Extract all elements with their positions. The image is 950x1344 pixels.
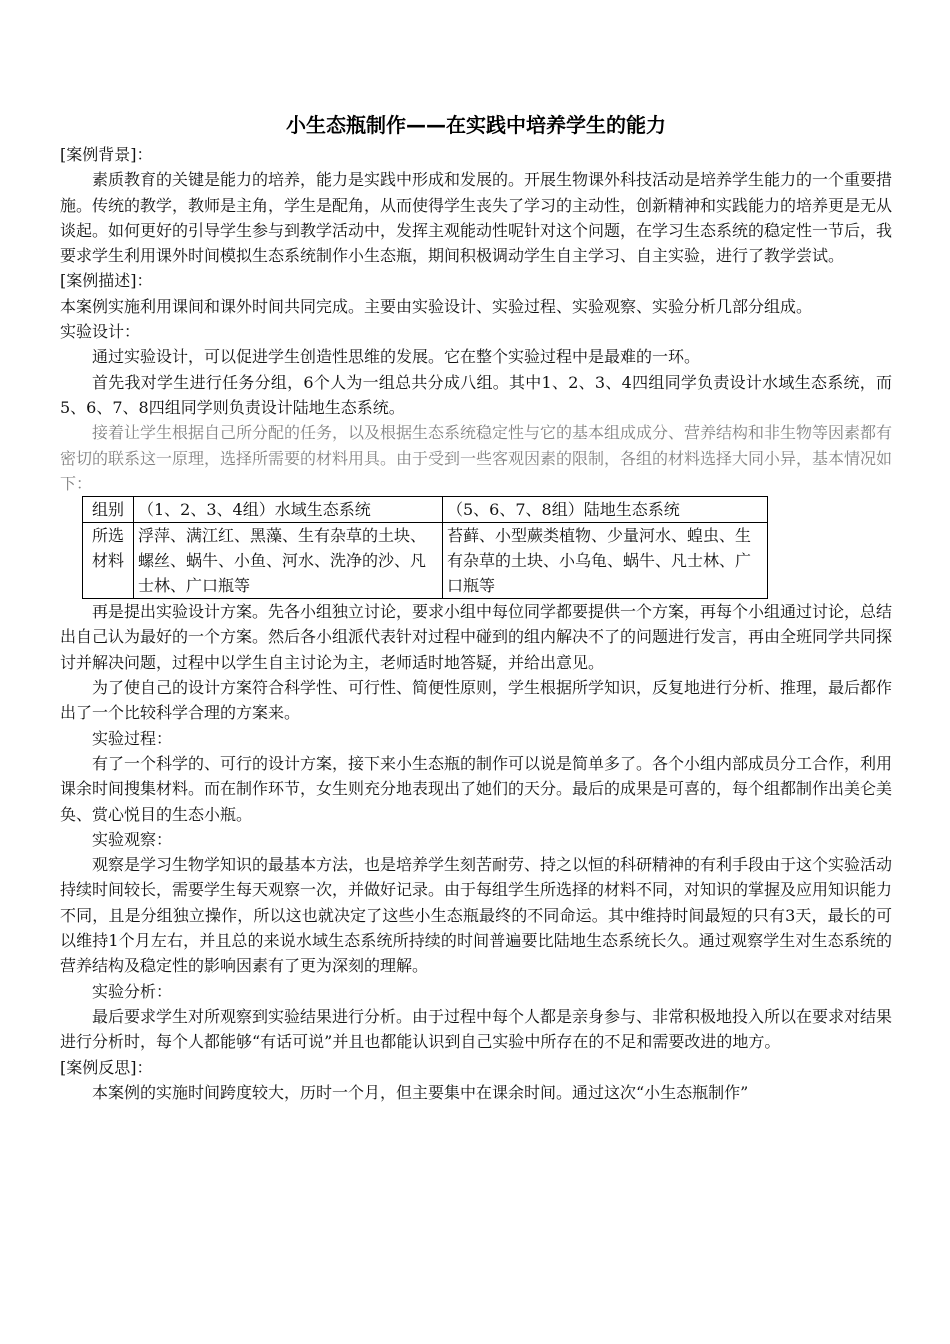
table-header-land: （5、6、7、8组）陆地生态系统: [443, 497, 768, 523]
background-heading: [案例背景]：: [60, 145, 153, 164]
design-paragraph-2: 首先我对学生进行任务分组，6个人为一组总共分成八组。其中1、2、3、4四组同学负责设计水域生态系统，而5、6、7、8四组同学则负责设计陆地生态系统。: [60, 372, 892, 417]
table-row-label: 所选材料: [83, 523, 134, 599]
table-row: [83, 497, 768, 523]
observe-heading: 实验观察：: [92, 829, 173, 849]
background-paragraph: 素质教育的关键是能力的培养，能力是实践中形成和发展的。开展生物课外科技活动是培养学生能力的一个重要措施。传统的教学，教师是主角，学生是配角，从而使得学生丧失了学习的主动性，创新精神和实践能力的培养更是无从谈起。如何更好的引导学生参与到教学活动中，发挥主观能动性呢针对这个问题，在学习生态系统的稳定性一节后，我要求学生利用课外时间模拟生态系统制作小生态瓶，期间积极调动学生自主学习、自主实验，进行了教学尝试。: [60, 170, 893, 266]
document-page: [60, 110, 892, 1105]
observe-paragraph: 观察是学习生物学知识的最基本方法，也是培养学生刻苦耐劳、持之以恒的科研精神的有利手段由于这个实验活动持续时间较长，需要学生每天观察一次，并做好记录。由于每组学生所选择的材料不同，对知识的掌握及应用知识能力不同，且是分组独立操作，所以这也就决定了这些小生态瓶最终的不同命运。其中维持时间最短的只有3天，最长的可以维持1个月左右，并且总的来说水域生态系统所持续的时间普遍要比陆地生态系统长久。通过观察学生对生态系统的营养结构及稳定性的影响因素有了更为深刻的理解。: [60, 855, 893, 976]
table-header-water: （1、2、3、4组）水域生态系统: [134, 497, 443, 523]
design-paragraph-5: 为了使自己的设计方案符合科学性、可行性、简便性原则，学生根据所学知识，反复地进行分析、推理，最后都作出了一个比较科学合理的方案来。: [60, 678, 893, 723]
process-paragraph: 有了一个科学的、可行的设计方案，接下来小生态瓶的制作可以说是简单多了。各个小组内部成员分工合作，利用课余时间搜集材料。而在制作环节，女生则充分地表现出了她们的天分。最后的成果是可喜的，每个组都制作出美仑美奂、赏心悦目的生态小瓶。: [60, 753, 893, 824]
analysis-paragraph: 最后要求学生对所观察到实验结果进行分析。由于过程中每个人都是亲身参与、非常积极地投入所以在要求对结果进行分析时，每个人都能够“有话可说”并且也都能认识到自己实验中所存在的不足和需要改进的地方。: [60, 1006, 893, 1052]
table-header-group: 组别: [83, 497, 134, 523]
table-cell-water-materials: 浮萍、满江红、黑藻、生有杂草的土块、螺丝、蜗牛、小鱼、河水、洗净的沙、凡士林、广口瓶等: [134, 523, 443, 599]
design-paragraph-4: 再是提出实验设计方案。先各小组独立讨论，要求小组中每位同学都要提供一个方案，再每个小组通过讨论，总结出自己认为最好的一个方案。然后各小组派代表针对过程中碰到的组内解决不了的问题进行发言，再由全班同学共同探讨并解决问题，过程中以学生自主讨论为主，老师适时地答疑，并给出意见。: [60, 602, 893, 672]
design-paragraph-1: 通过实验设计，可以促进学生创造性思维的发展。它在整个实验过程中是最难的一环。: [92, 347, 701, 367]
materials-table: [82, 496, 768, 599]
reflection-heading: [案例反思]：: [60, 1057, 153, 1077]
document-title: 小生态瓶制作——在实践中培养学生的能力: [286, 113, 666, 137]
table-cell-land-materials: 苔藓、小型蕨类植物、少量河水、蝗虫、生有杂草的土块、小乌龟、蜗牛、凡士林、广口瓶等: [443, 523, 768, 599]
table-row: [83, 523, 768, 599]
design-heading: 实验设计：: [60, 322, 141, 342]
reflection-paragraph: 本案例的实施时间跨度较大，历时一个月，但主要集中在课余时间。通过这次“小生态瓶制作”: [92, 1082, 749, 1102]
analysis-heading: 实验分析：: [92, 981, 173, 1001]
design-paragraph-3: 接着让学生根据自己所分配的任务，以及根据生态系统稳定性与它的基本组成成分、营养结构和非生物等因素都有密切的联系这一原理，选择所需要的材料用具。由于受到一些客观因素的限制，各组的材料选择大同小异，基本情况如下：: [60, 423, 893, 493]
process-heading: 实验过程：: [92, 728, 173, 748]
description-paragraph: 本案例实施利用课间和课外时间共同完成。主要由实验设计、实验过程、实验观察、实验分析几部分组成。: [60, 296, 813, 316]
description-heading: [案例描述]：: [60, 271, 153, 291]
